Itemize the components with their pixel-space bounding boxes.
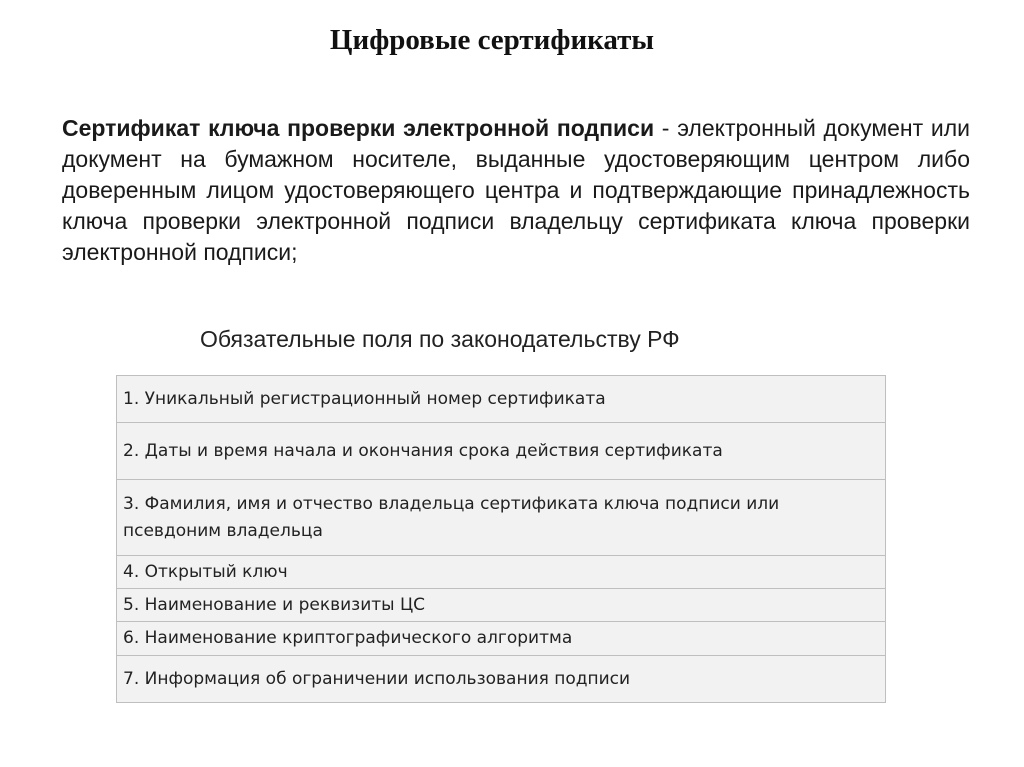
definition-term: Сертификат ключа проверки электронной подписи bbox=[62, 115, 655, 141]
definition-text: электронный документ или документ на бумажном носителе, выданные удостоверяющим центром либо доверенным лицом удостоверяющего центра и подтверждающие принадлежность ключа проверки электронной подписи владельцу сертификата ключа проверки электронной подписи; bbox=[62, 115, 970, 265]
table-cell: 7. Информация об ограничении использования подписи bbox=[117, 656, 886, 703]
definition-paragraph bbox=[62, 113, 970, 268]
table-row bbox=[117, 480, 886, 556]
table-row bbox=[117, 376, 886, 423]
page-title-text: Цифровые сертификаты bbox=[329, 24, 655, 56]
table-row bbox=[117, 589, 886, 622]
table-cell: 6. Наименование криптографического алгоритма bbox=[117, 622, 886, 656]
table-row bbox=[117, 656, 886, 703]
page-title bbox=[0, 22, 1024, 58]
table-cell: 2. Даты и время начала и окончания срока действия сертификата bbox=[117, 423, 886, 480]
required-fields-table bbox=[116, 375, 886, 703]
table-cell: 3. Фамилия, имя и отчество владельца сертификата ключа подписи или псевдоним владельца bbox=[117, 480, 886, 556]
table-row bbox=[117, 622, 886, 656]
table-row bbox=[117, 423, 886, 480]
definition-separator: - bbox=[654, 115, 678, 141]
table-cell: 4. Открытый ключ bbox=[117, 556, 886, 589]
required-fields-heading: Обязательные поля по законодательству РФ bbox=[200, 326, 680, 352]
table-cell: 5. Наименование и реквизиты ЦС bbox=[117, 589, 886, 622]
table-row bbox=[117, 556, 886, 589]
table-cell: 1. Уникальный регистрационный номер сертификата bbox=[117, 376, 886, 423]
